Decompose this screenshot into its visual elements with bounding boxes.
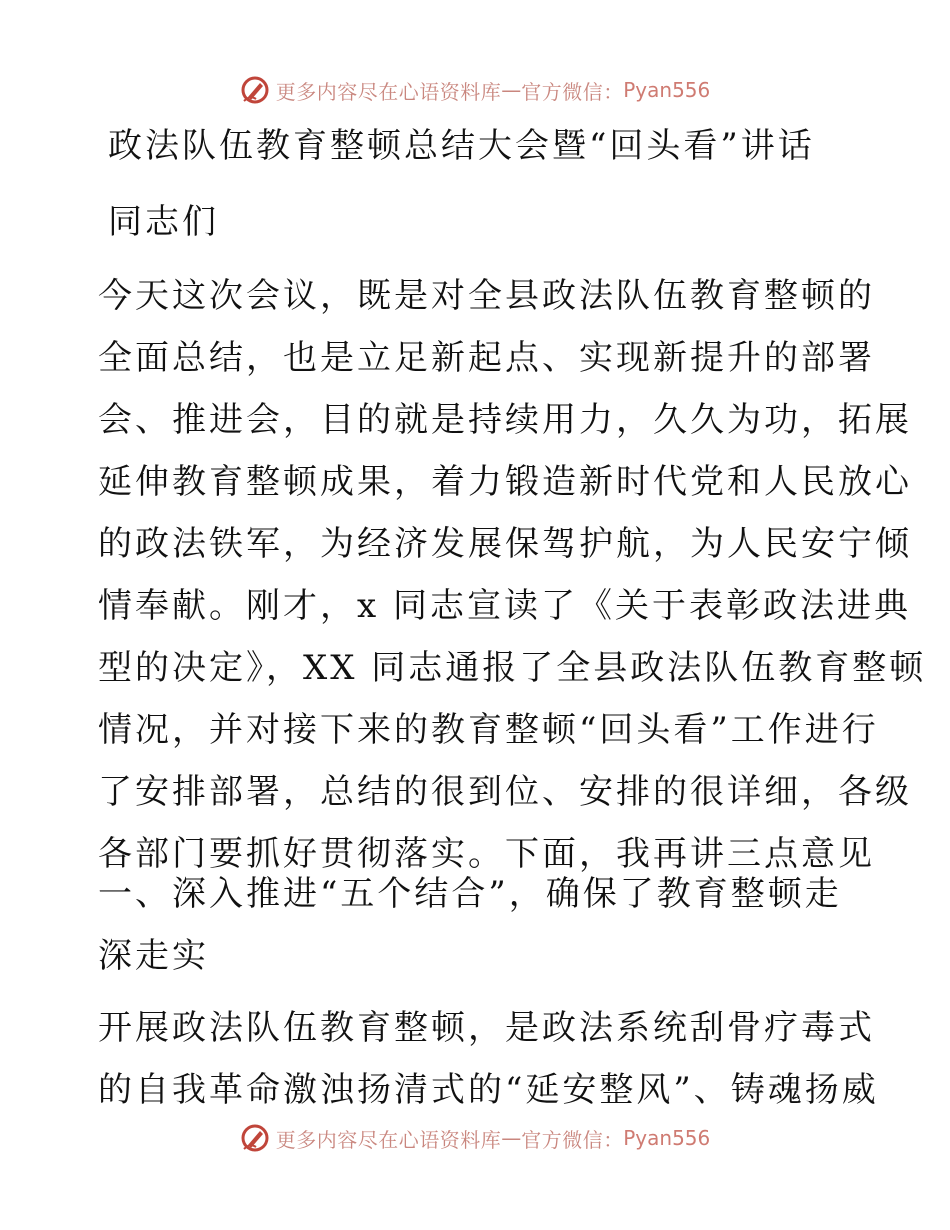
document-title: 政法队伍教育整顿总结大会暨“回头看”讲话 (108, 126, 815, 166)
watermark-site-text: 更多内容尽在心语资料库 (275, 1127, 502, 1152)
watermark-wechat-id: Pyan556 (623, 1126, 711, 1150)
watermark-label: 官方微信 (521, 1127, 604, 1152)
paragraph-line: 开展政法队伍教育整顿，是政法系统刮骨疗毒式 (98, 1008, 875, 1048)
paragraph-line: 的政法铁军，为经济发展保驾护航，为人民安宁倾 (98, 524, 912, 564)
watermark-dash: — (501, 78, 522, 102)
paragraph-line: 了安排部署，总结的很到位、安排的很详细，各级 (98, 772, 912, 812)
header-watermark (0, 70, 950, 110)
pen-logo-icon (240, 1123, 270, 1153)
watermark-separator: ： (603, 1127, 624, 1152)
pen-logo-icon (240, 75, 270, 105)
paragraph-line: 情奉献。刚才，x 同志宣读了《关于表彰政法进典 (98, 586, 911, 626)
paragraph-line: 延伸教育整顿成果，着力锻造新时代党和人民放心 (98, 462, 912, 502)
heading-line: 深走实 (98, 936, 209, 976)
watermark-dash: — (501, 1126, 522, 1150)
footer-watermark (0, 1118, 950, 1158)
paragraph-line: 情况，并对接下来的教育整顿“回头看”工作进行 (98, 710, 879, 750)
paragraph-section-1 (98, 997, 879, 1121)
paragraph-line: 各部门要抓好贯彻落实。下面，我再讲三点意见 (98, 834, 875, 874)
watermark-site-text: 更多内容尽在心语资料库 (275, 79, 502, 104)
watermark-separator: ： (603, 79, 624, 104)
paragraph-line: 会、推进会，目的就是持续用力，久久为功，拓展 (98, 400, 912, 440)
paragraph-intro (98, 265, 927, 885)
heading-line: 一、深入推进“五个结合”，确保了教育整顿走 (98, 874, 842, 914)
watermark-label: 官方微信 (521, 79, 604, 104)
paragraph-line: 的自我革命激浊扬清式的“延安整风”、铸魂扬威 (98, 1070, 879, 1110)
salutation: 同志们 (108, 202, 219, 242)
paragraph-line: 今天这次会议，既是对全县政法队伍教育整顿的 (98, 276, 875, 316)
section-heading-1 (98, 863, 858, 987)
paragraph-line: 型的决定》，XX 同志通报了全县政法队伍教育整顿 (98, 648, 927, 688)
watermark-wechat-id: Pyan556 (623, 78, 711, 102)
paragraph-line: 全面总结，也是立足新起点、实现新提升的部署 (98, 338, 875, 378)
